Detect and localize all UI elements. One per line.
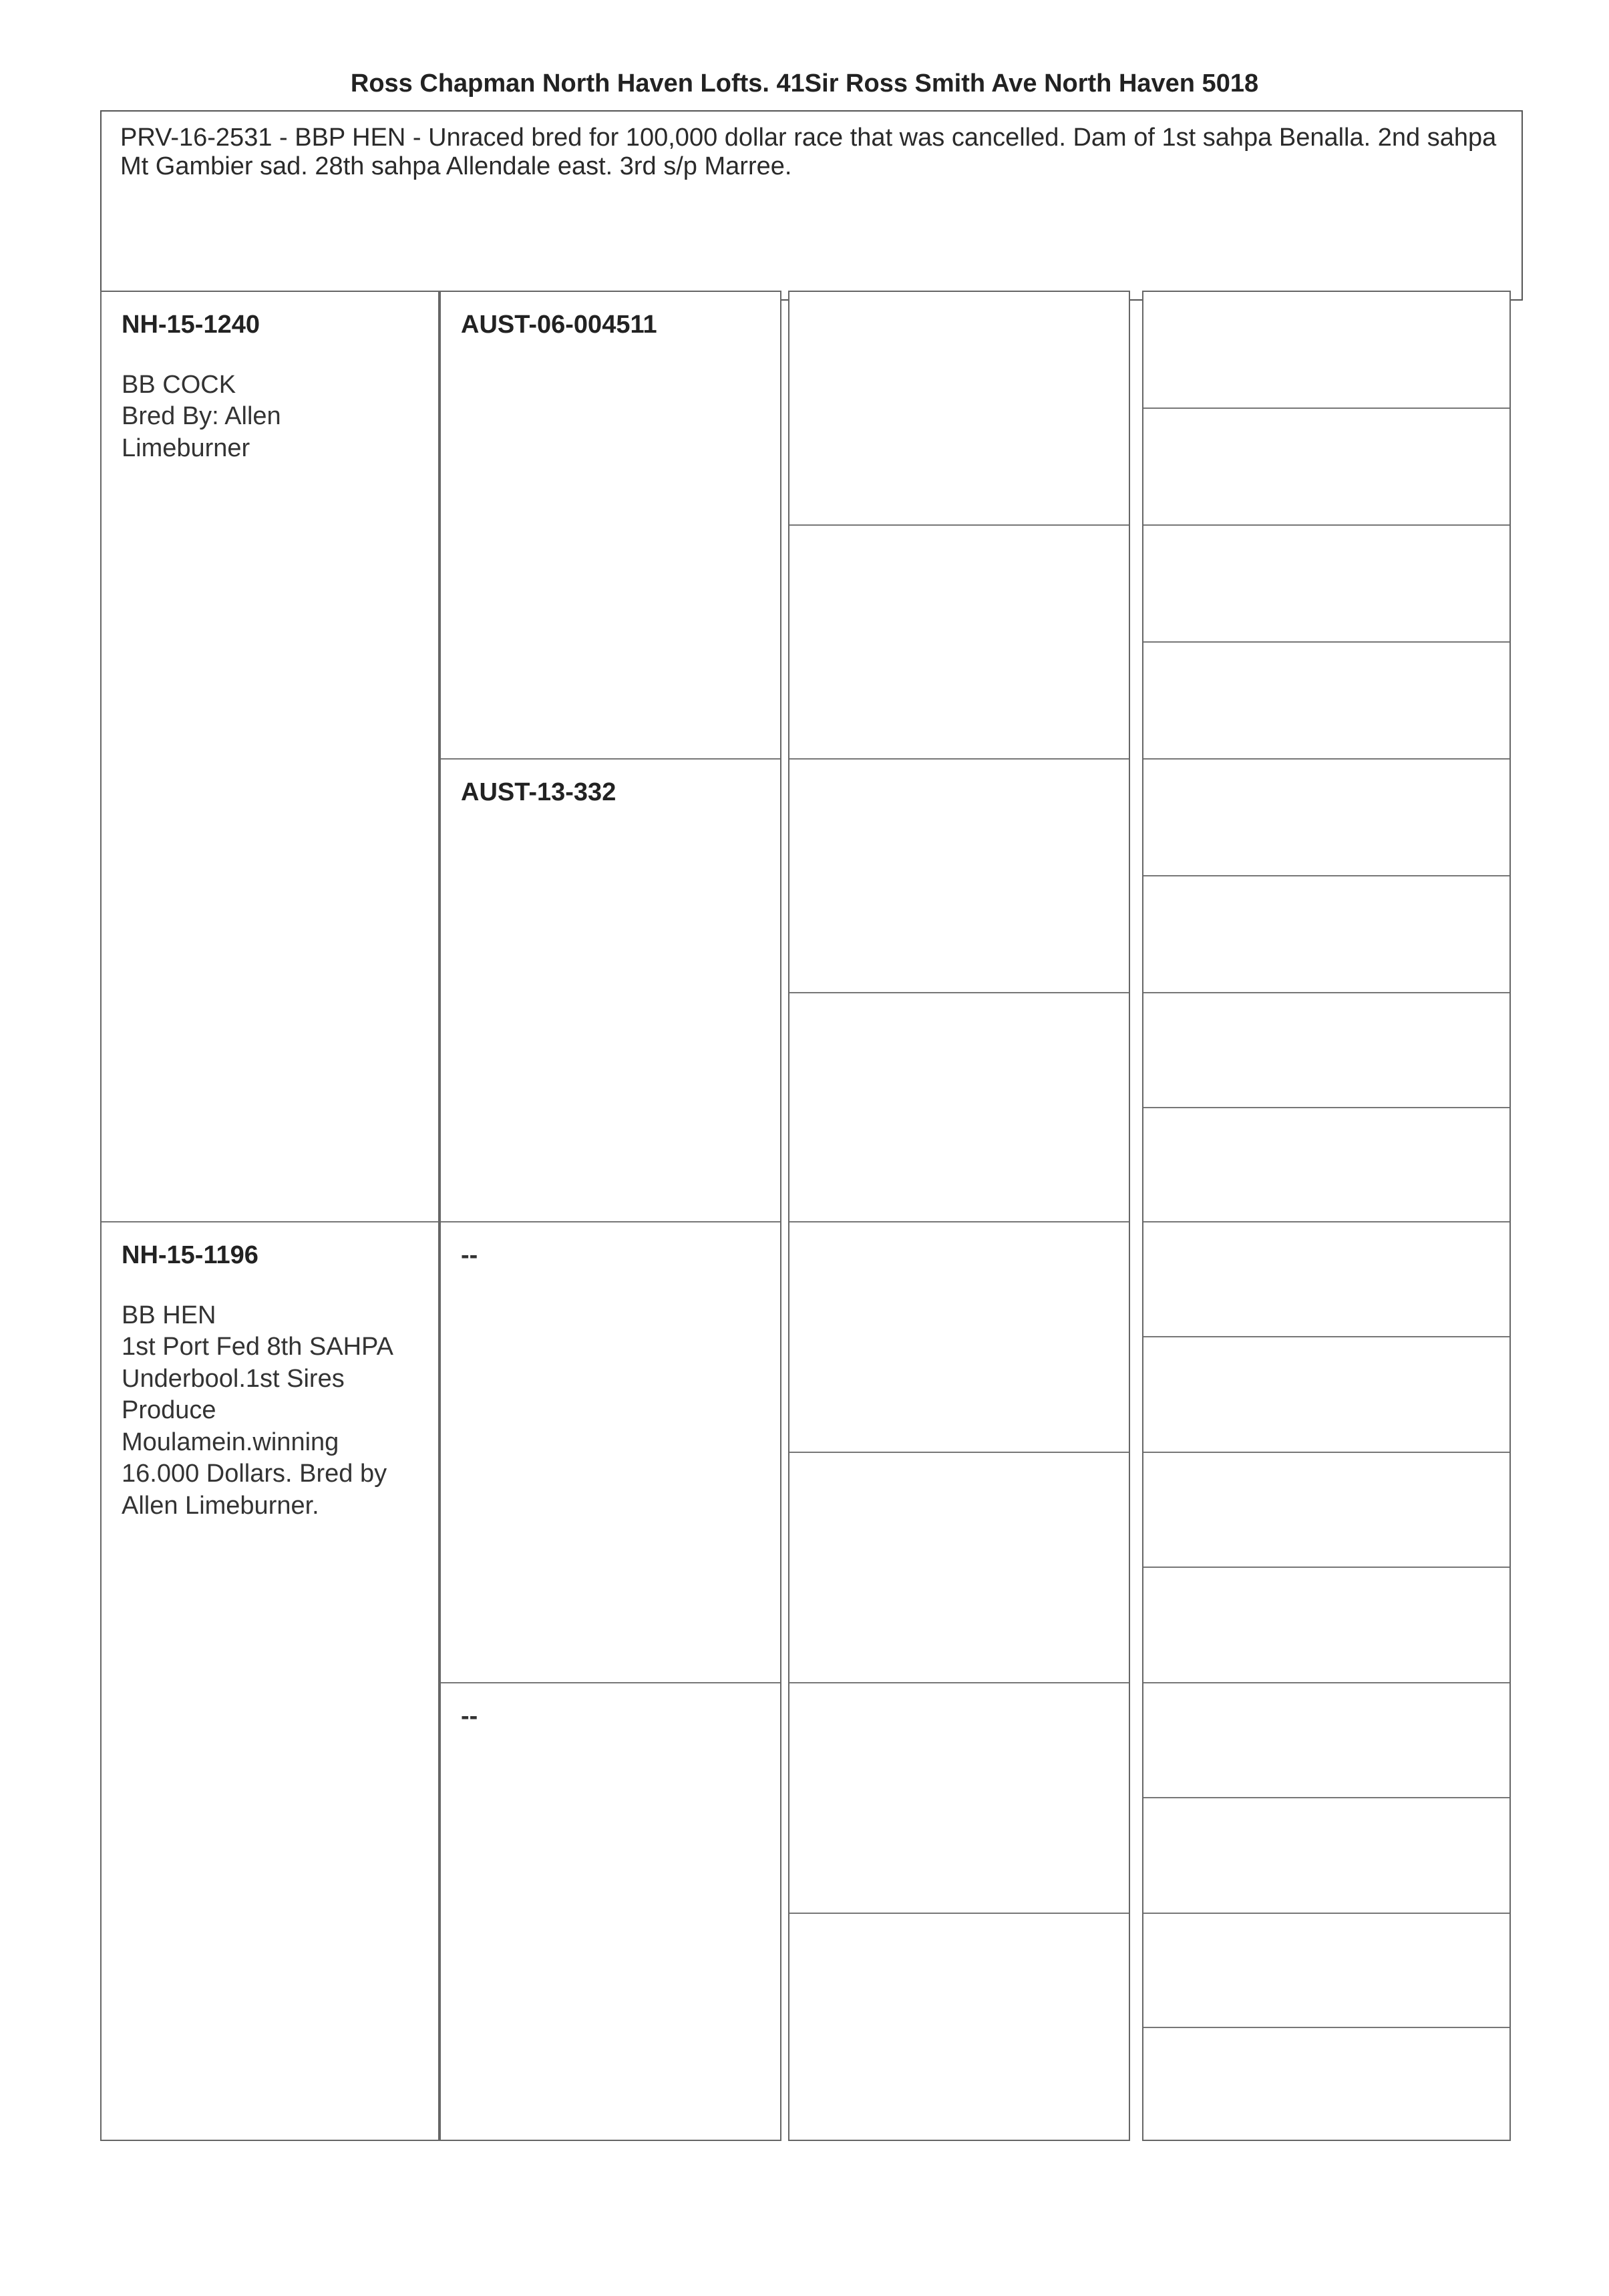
great-grandparent-cell: [789, 1914, 1129, 2142]
great-great-grandparents-column: [1142, 291, 1511, 2141]
dam-sire-ring-number: --: [461, 1241, 478, 1269]
great-great-grandparent-cell: [1143, 760, 1509, 876]
grandparents-column: [439, 291, 781, 2141]
page-title: Ross Chapman North Haven Lofts. 41Sir Ross Smith Ave North Haven 5018: [350, 69, 1259, 98]
great-great-grandparent-cell: [1143, 1798, 1509, 1914]
great-great-grandparent-cell: [1143, 1453, 1509, 1568]
great-grandparents-column: [788, 291, 1130, 2141]
sire-details: BB COCK Bred By: Allen Limeburner: [122, 370, 281, 462]
great-great-grandparent-cell: [1143, 409, 1509, 526]
dam-details: BB HEN 1st Port Fed 8th SAHPA Underbool.1st Sires Produce Moulamein.winning 16.000 Dollars. Bred by Allen Limeburner.: [122, 1301, 393, 1520]
sire-cell: [102, 292, 438, 1222]
sire-ring-number: NH-15-1240: [122, 311, 260, 339]
great-great-grandparent-cell: [1143, 1222, 1509, 1337]
great-great-grandparent-cell: [1143, 292, 1509, 409]
great-great-grandparent-cell: [1143, 526, 1509, 643]
great-grandparent-cell: [789, 1453, 1129, 1683]
great-great-grandparent-cell: [1143, 1914, 1509, 2028]
subject-description-box: [100, 110, 1523, 301]
sire-sire-cell: [441, 292, 780, 760]
subject-description: PRV-16-2531 - BBP HEN - Unraced bred for 100,000 dollar race that was cancelled. Dam of 1st sahpa Benalla. 2nd sahpa Mt Gambier sad. 28th sahpa Allendale east. 3rd s/p Marree.: [120, 124, 1497, 180]
sire-dam-cell: [441, 760, 780, 1222]
great-great-grandparent-cell: [1143, 1683, 1509, 1798]
dam-ring-number: NH-15-1196: [122, 1241, 258, 1269]
great-great-grandparent-cell: [1143, 643, 1509, 760]
parents-column: [100, 291, 439, 2141]
great-grandparent-cell: [789, 1683, 1129, 1914]
great-great-grandparent-cell: [1143, 2028, 1509, 2142]
great-grandparent-cell: [789, 292, 1129, 526]
sire-sire-ring-number: AUST-06-004511: [461, 311, 657, 339]
great-great-grandparent-cell: [1143, 876, 1509, 993]
great-great-grandparent-cell: [1143, 1337, 1509, 1453]
great-grandparent-cell: [789, 1222, 1129, 1453]
great-grandparent-cell: [789, 993, 1129, 1222]
dam-dam-cell: [441, 1683, 780, 2142]
dam-sire-cell: [441, 1222, 780, 1683]
dam-dam-ring-number: --: [461, 1702, 478, 1730]
great-grandparent-cell: [789, 760, 1129, 993]
great-great-grandparent-cell: [1143, 1568, 1509, 1683]
great-great-grandparent-cell: [1143, 1108, 1509, 1222]
great-grandparent-cell: [789, 526, 1129, 760]
dam-cell: [102, 1222, 438, 2142]
sire-dam-ring-number: AUST-13-332: [461, 778, 616, 806]
great-great-grandparent-cell: [1143, 993, 1509, 1108]
